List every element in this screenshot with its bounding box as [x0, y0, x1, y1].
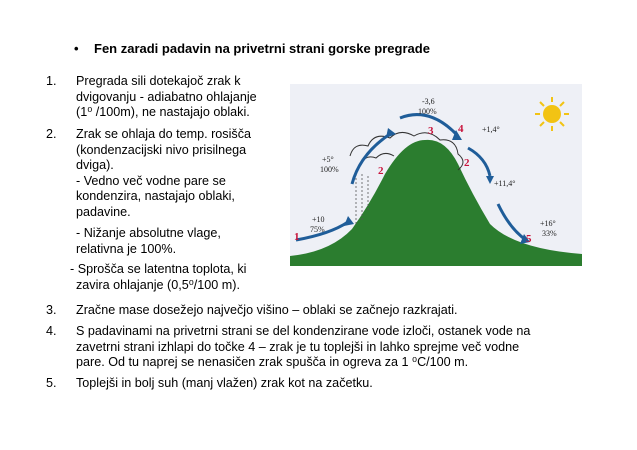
item-line: kondenzira, nastajajo oblaki, [76, 189, 235, 203]
item-line: zavira ohlajanje (0,5⁰/100 m). [76, 277, 240, 292]
item-number: 4. [46, 324, 57, 338]
p1-rh: 75% [310, 225, 325, 234]
item-line: Toplejši in bolj suh (manj vlažen) zrak kot na začetku. [76, 376, 373, 390]
p3-temp: -3,6 [422, 97, 435, 106]
p5a-temp: +11,4° [494, 179, 516, 188]
item-line: - Vedno več vodne pare se [76, 173, 226, 188]
point-2-label: 2 [378, 165, 384, 177]
item-number: 3. [46, 303, 57, 317]
p3-rh: 100% [418, 107, 437, 116]
sun-icon [535, 97, 569, 131]
item-line: padavine. [76, 204, 131, 219]
point-1-label: 1 [294, 231, 300, 243]
heading-bullet: • [74, 41, 79, 56]
p5-temp: +16° [540, 219, 556, 228]
mountain-shape [290, 140, 582, 266]
item-line: S padavinami na privetrni strani se del kondenzirane vode izloči, ostanek vode na [76, 324, 531, 338]
item-line: pare. Od tu naprej se nenasičen zrak spušča in ogreva za 1 ⁰C/100 m. [76, 355, 469, 369]
p1-temp: +10 [312, 215, 325, 224]
item-number: 1. [46, 74, 57, 88]
item-number: 5. [46, 376, 57, 390]
list-item-continuation [70, 262, 246, 293]
item-line: dviga). [76, 158, 114, 172]
heading-text: Fen zaradi padavin na privetrni strani gorske pregrade [94, 41, 430, 56]
list-item [76, 303, 458, 319]
point-3-label: 3 [428, 125, 434, 137]
item-line: zavetrni strani izhlapi do točke 4 – zrak je tu toplejši in lahko sprejme več vodne [76, 339, 520, 354]
item-line: (kondenzacijski nivo prisilnega [76, 142, 247, 157]
point-4b-label: 2 [464, 157, 470, 169]
list-item [76, 376, 373, 392]
item-line: - Sprošča se latentna toplota, ki [70, 262, 247, 276]
list-item [76, 324, 530, 371]
foehn-diagram [290, 84, 582, 266]
foehn-diagram-svg [290, 84, 582, 266]
section-heading [74, 41, 430, 56]
p5-rh: 33% [542, 229, 557, 238]
point-4-label: 4 [458, 123, 464, 135]
list-item [76, 74, 257, 121]
p2-temp: +5° [322, 155, 334, 164]
p4-temp: +1,4° [482, 125, 500, 134]
point-5-label: 5 [526, 233, 532, 245]
item-line: Zračne mase dosežejo največjo višino – oblaki se začnejo razkrajati. [76, 303, 458, 317]
p2-rh: 100% [320, 165, 339, 174]
item-line: (1⁰ /100m), ne nastajajo oblaki. [76, 105, 250, 119]
item-line: Zrak se ohlaja do temp. rosišča [76, 127, 251, 141]
item-line: dvigovanju - adiabatno ohlajanje [76, 89, 257, 104]
item-line: - Nižanje absolutne vlage, [76, 226, 221, 240]
list-item [76, 127, 251, 257]
item-line: relativna je 100%. [76, 241, 177, 256]
item-number: 2. [46, 127, 57, 141]
item-line: Pregrada sili dotekajoč zrak k [76, 74, 241, 88]
